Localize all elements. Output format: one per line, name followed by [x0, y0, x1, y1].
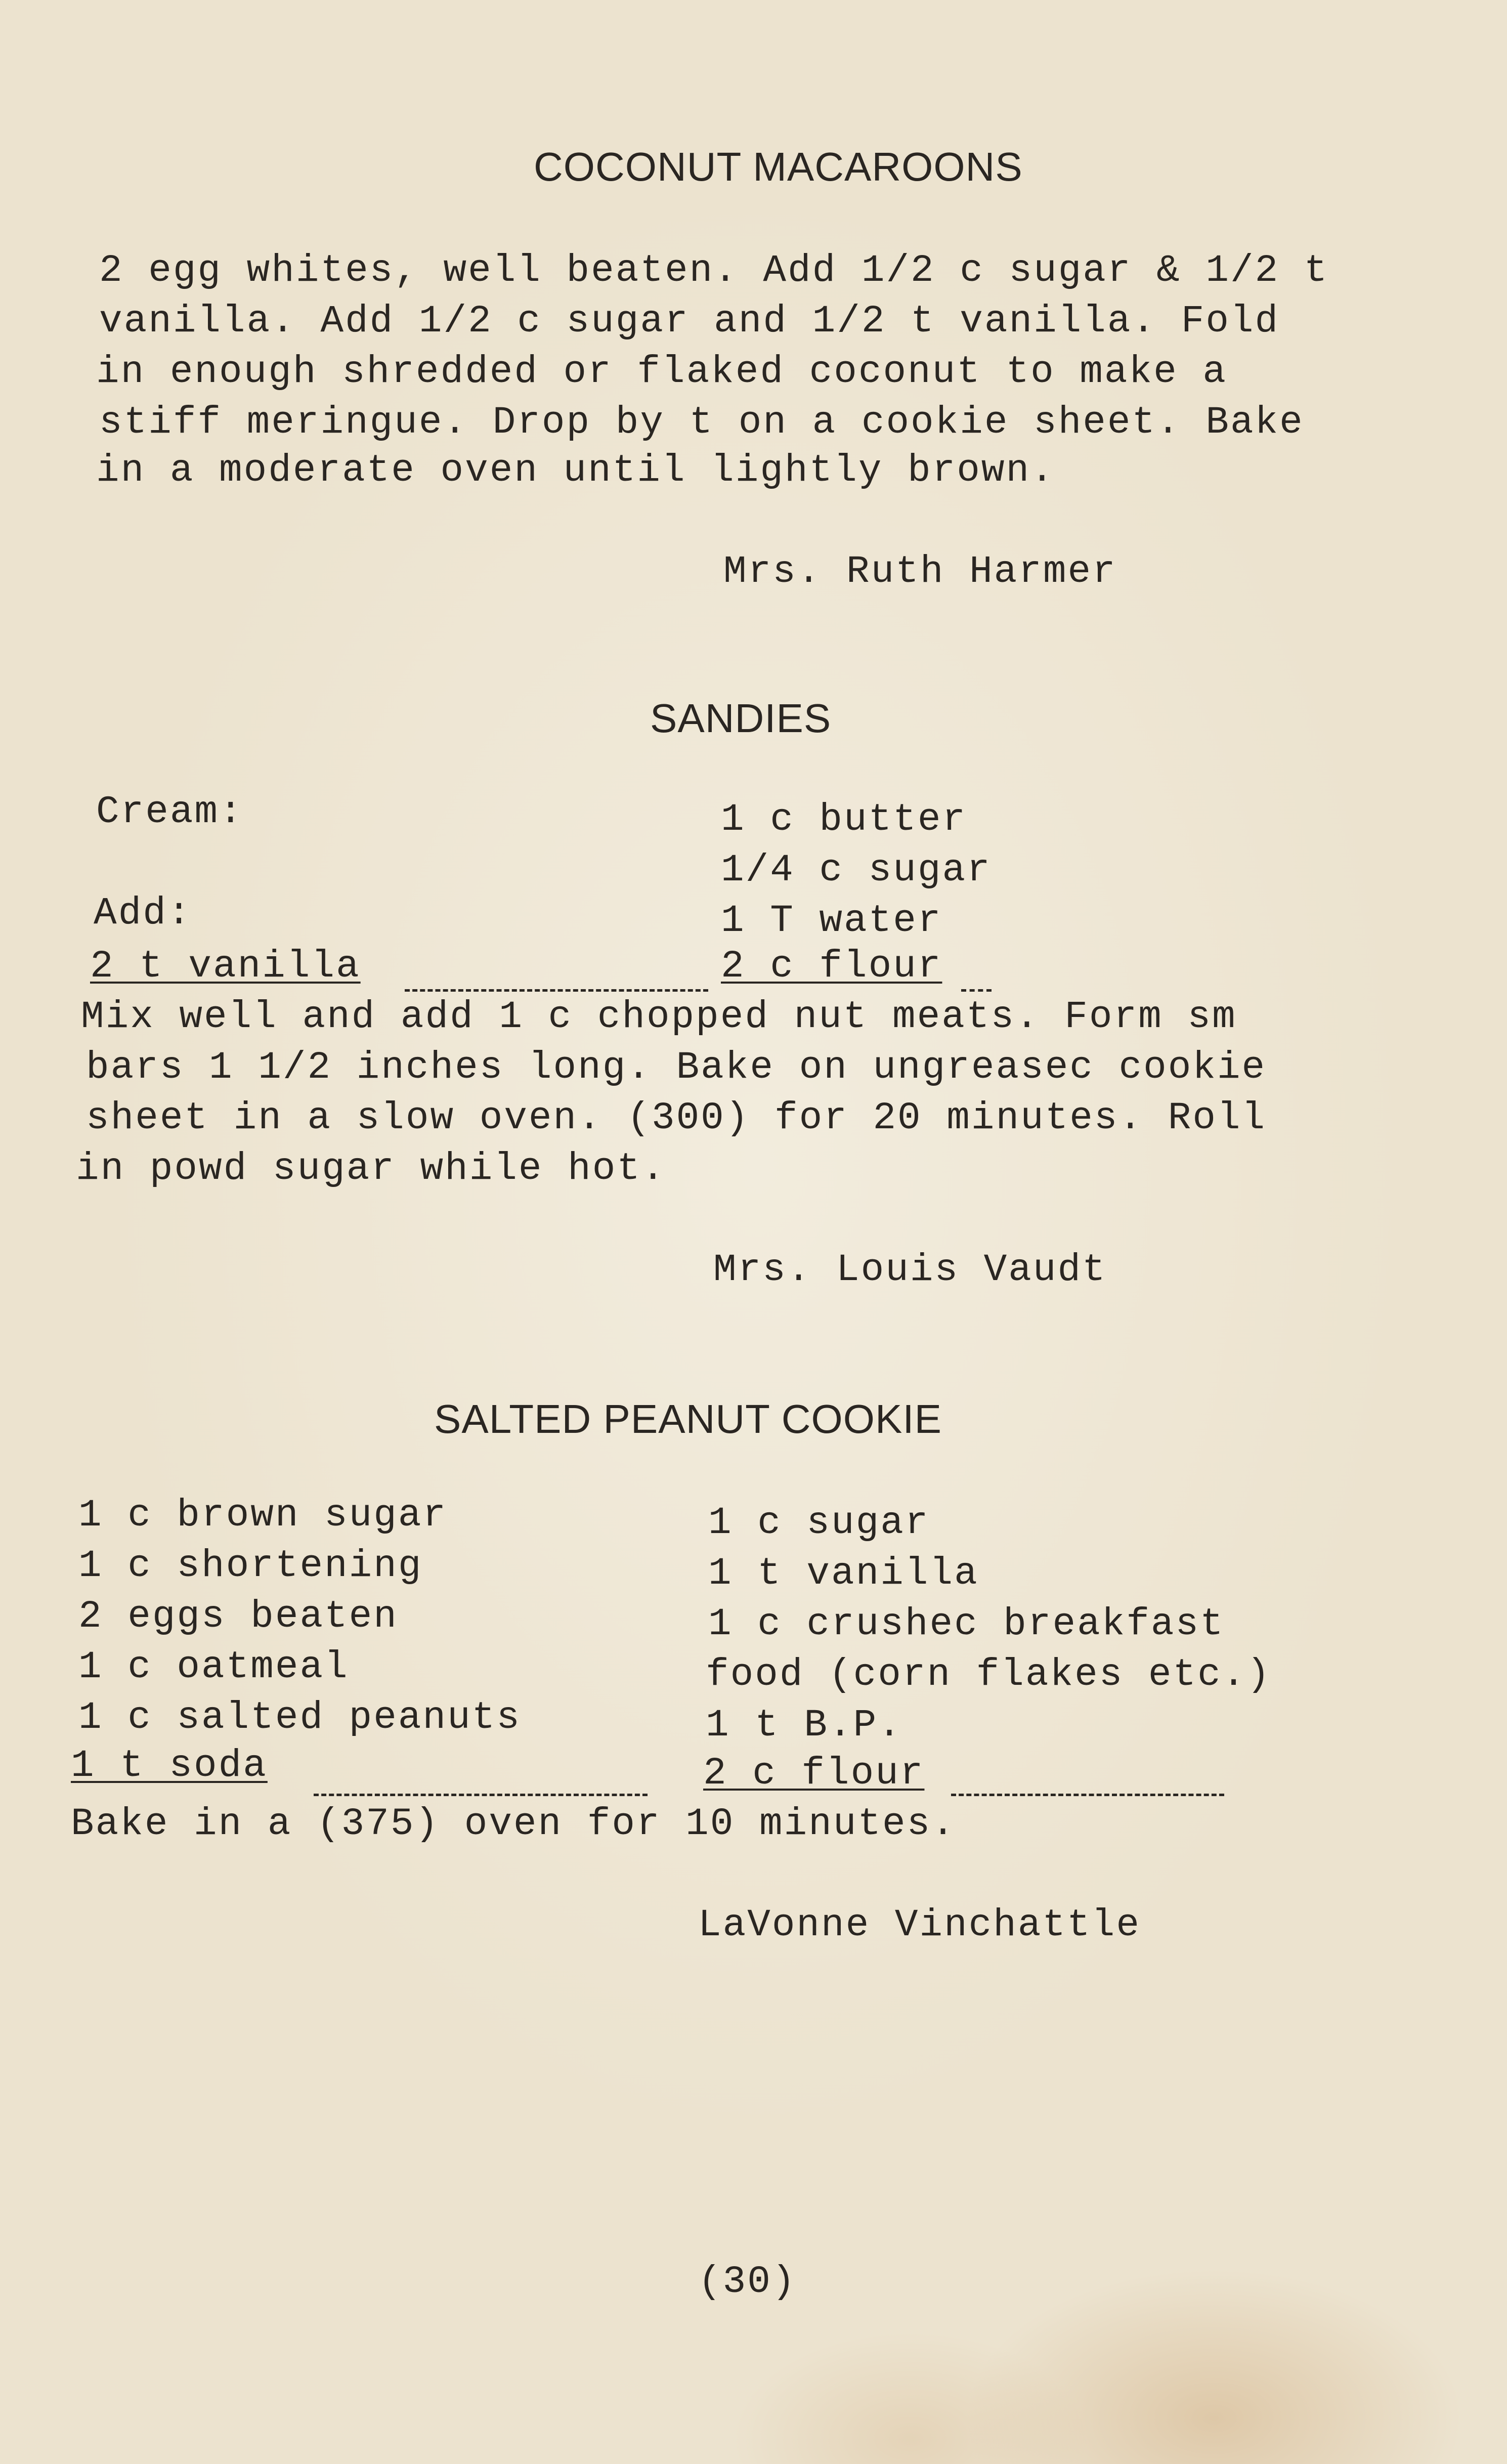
recipe-line: in enough shredded or flaked coconut to make a — [96, 350, 1227, 394]
recipe-author: Mrs. Louis Vaudt — [713, 1248, 1107, 1292]
ingredient: 1 t B.P. — [706, 1704, 902, 1747]
ingredient: 1 c shortening — [78, 1544, 423, 1588]
recipe-line: vanilla. Add 1/2 c sugar and 1/2 t vanilla. Fold — [99, 300, 1280, 343]
ingredient: 1 T water — [721, 899, 942, 943]
recipe-line: stiff meringue. Drop by t on a cookie sheet. Bake — [99, 401, 1304, 444]
recipe-line: bars 1 1/2 inches long. Bake on ungreasec cookie — [86, 1046, 1267, 1089]
ingredient: 2 c flour — [703, 1752, 925, 1795]
recipe-title: SANDIES — [650, 696, 832, 741]
ingredient: 1 t soda — [71, 1744, 268, 1788]
ingredient: 1 c crushec breakfast — [708, 1602, 1225, 1646]
ingredient-label: Add: — [94, 891, 192, 935]
recipe-author: Mrs. Ruth Harmer — [723, 550, 1117, 593]
ingredient: 2 eggs beaten — [78, 1595, 398, 1638]
ingredient: 2 c flour — [721, 945, 942, 988]
ingredient: 1/4 c sugar — [721, 848, 992, 892]
recipe-author: LaVonne Vinchattle — [698, 1903, 1141, 1947]
ingredient: 1 c oatmeal — [78, 1645, 349, 1689]
recipe-title: COCONUT MACAROONS — [534, 144, 1023, 189]
ingredient: 1 c butter — [721, 798, 967, 841]
ingredient: 1 t vanilla — [708, 1552, 979, 1595]
recipe-line: sheet in a slow oven. (300) for 20 minutes. Roll — [86, 1096, 1267, 1140]
separator-dashes — [314, 1794, 648, 1796]
separator-dashes — [951, 1794, 1224, 1796]
recipe-line: 2 egg whites, well beaten. Add 1/2 c sugar & 1/2 t — [99, 249, 1329, 292]
recipe-line: in powd sugar while hot. — [76, 1147, 666, 1191]
ingredient: food (corn flakes etc.) — [706, 1653, 1271, 1696]
recipe-line: in a moderate oven until lightly brown. — [96, 449, 1055, 492]
recipe-line: Mix well and add 1 c chopped nut meats. Form sm — [81, 995, 1237, 1039]
ingredient: 1 c salted peanuts — [78, 1696, 521, 1739]
recipe-line: Bake in a (375) oven for 10 minutes. — [71, 1802, 956, 1846]
ingredient: 2 t vanilla — [90, 945, 361, 988]
page-number: (30) — [698, 2260, 797, 2304]
ingredient: 1 c brown sugar — [78, 1494, 448, 1537]
ingredient-label: Cream: — [96, 790, 244, 834]
recipe-title: SALTED PEANUT COOKIE — [434, 1396, 942, 1441]
ingredient: 1 c sugar — [708, 1501, 930, 1545]
